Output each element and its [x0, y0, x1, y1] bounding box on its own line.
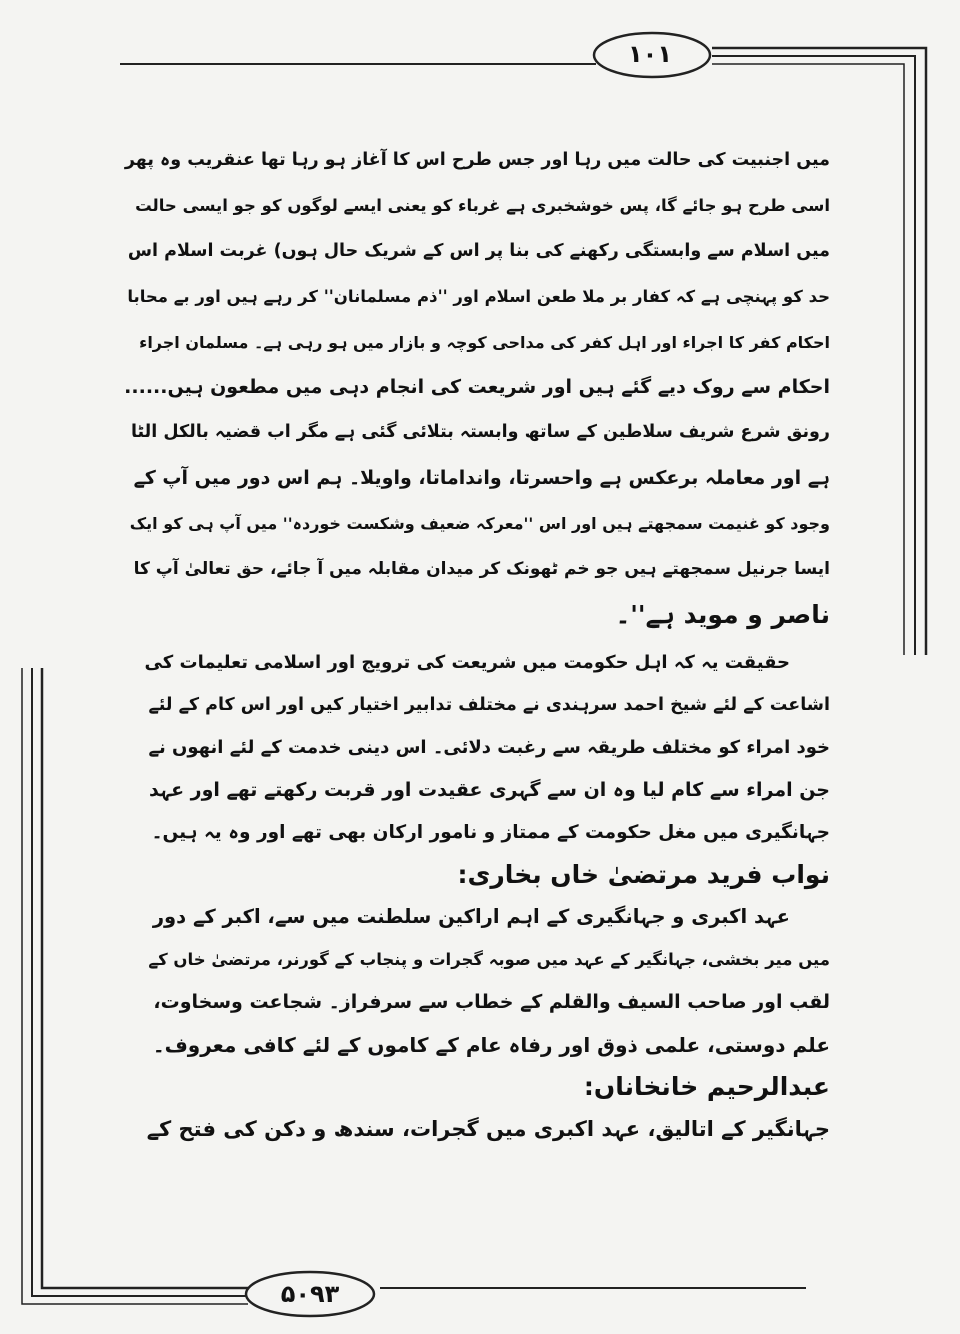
text-line: ہے اور معاملہ برعکس ہے واحسرتا، وانداماتا، واویلا۔ ہم اس دور میں آپ کے	[133, 466, 830, 489]
text-line: ناصر و موید ہے''۔	[615, 600, 830, 630]
quoted-letter-text	[120, 138, 830, 637]
page-number: ۱۰۱	[628, 40, 672, 68]
text-line: میں اجنبیت کی حالت میں رہا اور جس طرح اس کا آغاز ہو رہا تھا عنقریب وہ پھر	[124, 150, 830, 170]
text-line: جن امراء سے کام لیا وہ ان سے گہری عقیدت اور قربت رکھتے تھے اور عہد	[148, 779, 830, 802]
text-line: حد کو پہنچی ہے کہ کفار بر ملا طعن اسلام اور ''ذم مسلمانان'' کر رہے ہیں اور بے محابا	[127, 287, 830, 307]
text-line: لقب اور صاحب السیف والقلم کے خطاب سے سرفراز۔ شجاعت وسخاوت،	[153, 991, 830, 1014]
main-body-text	[145, 642, 830, 1151]
text-line: میں اسلام سے وابستگی رکھنے کی بنا پر اس کے شریک حال ہوں) غربت اسلام اس	[127, 240, 830, 261]
text-line: میں میر بخشی، جہانگیر کے عہد میں صوبہ گجرات و پنجاب کے گورنر، مرتضیٰ خاں کے	[148, 949, 830, 969]
text-line: اسی طرح ہو جائے گا، پس خوشخبری ہے غرباء کو یعنی ایسے لوگوں کو جو ایسی حالت	[135, 196, 830, 216]
paragraph-first-line: عہد اکبری و جہانگیری کے اہم اراکین سلطنت میں سے، اکبر کے دور	[152, 905, 790, 929]
text-line: احکام سے روک دیے گئے ہیں اور شریعت کی انجام دہی میں مطعون ہیں......	[124, 376, 830, 399]
text-line: رونق شرع شریف سلاطین کے ساتھ وابستہ بتلائی گئی ہے مگر اب قضیہ بالکل الٹا	[130, 422, 830, 443]
section-heading-murtaza-khan: نواب فرید مرتضیٰ خاں بخاری:	[457, 860, 830, 890]
text-line: علم دوستی، علمی ذوق اور رفاہ عام کے کاموں کے لئے کافی معروف۔	[152, 1032, 830, 1057]
text-line: احکام کفر کا اجراء اور اہل کفر کی مداحی کوچہ و بازار میں ہو رہی ہے۔ مسلمان اجراء	[139, 332, 830, 352]
text-line: ایسا جرنیل سمجھتے ہیں جو خم ٹھونک کر میدان مقابلہ میں آ جائے، حق تعالیٰ آپ کا	[133, 558, 830, 579]
text-line: جہانگیر کے اتالیق، عہد اکبری میں گجرات، سندھ و دکن کی فتح کے	[146, 1117, 830, 1142]
section-heading-khankhanan: عبدالرحیم خانخاناں:	[583, 1072, 830, 1102]
paragraph-first-line: حقیقت یہ کہ اہل حکومت میں شریعت کی ترویج اور اسلامی تعلیمات کی	[144, 652, 790, 673]
text-line: اشاعت کے لئے شیخ احمد سرہندی نے مختلف تدابیر اختیار کیں اور اس کام کے لئے	[148, 695, 830, 716]
text-line: خود امراء کو مختلف طریقہ سے رغبت دلائی۔ اس دینی خدمت کے لئے انھوں نے	[148, 736, 830, 758]
text-line: وجود کو غنیمت سمجھتے ہیں اور اس ''معرکہ ضعیف وشکست خوردہ'' میں آپ ہی کو ایک	[129, 514, 830, 534]
text-line: جہانگیری میں مغل حکومت کے ممتاز و نامور ارکان بھی تھے اور وہ یہ ہیں۔	[151, 821, 830, 843]
footer-code: ۵۰۹۳	[280, 1280, 340, 1308]
